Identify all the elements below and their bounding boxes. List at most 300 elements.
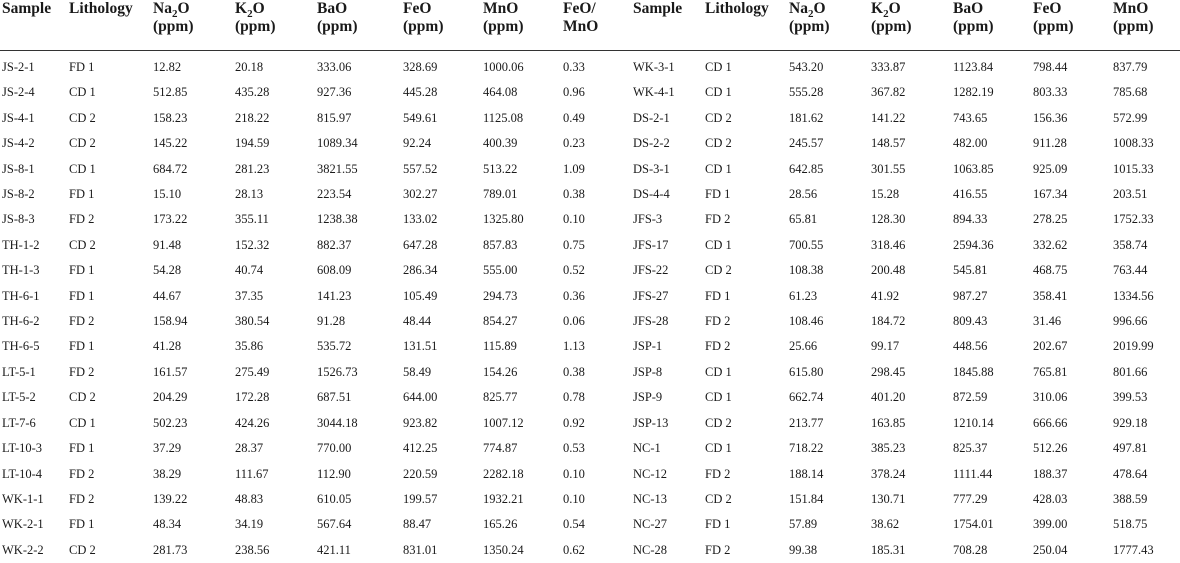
table-cell: 91.48: [151, 233, 233, 258]
table-cell: 1350.24: [481, 538, 561, 563]
column-header: [1111, 0, 1180, 51]
table-cell: CD 1: [703, 80, 787, 105]
table-row: [0, 512, 1180, 537]
table-cell: 380.54: [233, 309, 315, 334]
table-cell: 152.32: [233, 233, 315, 258]
table-cell: 464.08: [481, 80, 561, 105]
table-cell: 148.57: [869, 131, 951, 156]
column-header-line: FeO: [403, 0, 481, 18]
table-cell: NC-12: [631, 462, 703, 487]
table-cell: 202.67: [1031, 334, 1111, 359]
table-cell: JFS-22: [631, 258, 703, 283]
table-cell: 15.10: [151, 182, 233, 207]
table-cell: 163.85: [869, 411, 951, 436]
table-cell: 1526.73: [315, 360, 401, 385]
table-cell: 0.49: [561, 106, 631, 131]
table-cell: 333.06: [315, 51, 401, 81]
table-cell: 99.38: [787, 538, 869, 563]
table-cell: 518.75: [1111, 512, 1180, 537]
table-cell: 1007.12: [481, 411, 561, 436]
table-cell: 99.17: [869, 334, 951, 359]
table-row: [0, 131, 1180, 156]
table-row: [0, 538, 1180, 563]
table-cell: 0.38: [561, 360, 631, 385]
table-row: [0, 51, 1180, 81]
column-header-line: [235, 0, 315, 18]
table-cell: 194.59: [233, 131, 315, 156]
table-cell: 184.72: [869, 309, 951, 334]
table-cell: 785.68: [1111, 80, 1180, 105]
table-cell: JS-8-1: [0, 157, 67, 182]
table-cell: 428.03: [1031, 487, 1111, 512]
column-header-line: FeO: [1033, 0, 1111, 18]
table-row: [0, 309, 1180, 334]
table-cell: 1063.85: [951, 157, 1031, 182]
table-cell: 310.06: [1031, 385, 1111, 410]
table-cell: 298.45: [869, 360, 951, 385]
column-header: [151, 0, 233, 51]
table-cell: FD 2: [703, 207, 787, 232]
table-cell: FD 1: [67, 51, 151, 81]
table-cell: 161.57: [151, 360, 233, 385]
table-row: [0, 334, 1180, 359]
table-cell: 535.72: [315, 334, 401, 359]
table-cell: 872.59: [951, 385, 1031, 410]
table-cell: 0.75: [561, 233, 631, 258]
table-cell: 173.22: [151, 207, 233, 232]
table-cell: 572.99: [1111, 106, 1180, 131]
table-cell: 1008.33: [1111, 131, 1180, 156]
formula-suffix: O: [253, 0, 265, 17]
table-cell: 40.74: [233, 258, 315, 283]
table-cell: 478.64: [1111, 462, 1180, 487]
table-cell: 684.72: [151, 157, 233, 182]
formula-subscript: 2: [808, 8, 814, 20]
table-cell: JFS-28: [631, 309, 703, 334]
table-header-row: [0, 0, 1180, 51]
table-cell: 987.27: [951, 284, 1031, 309]
table-cell: LT-5-2: [0, 385, 67, 410]
table-cell: 700.55: [787, 233, 869, 258]
table-cell: TH-6-5: [0, 334, 67, 359]
table-cell: JSP-9: [631, 385, 703, 410]
column-header-line: Lithology: [69, 0, 151, 18]
table-cell: 128.30: [869, 207, 951, 232]
table-cell: 615.80: [787, 360, 869, 385]
column-header-line: BaO: [953, 0, 1031, 18]
table-cell: CD 1: [67, 157, 151, 182]
table-row: [0, 80, 1180, 105]
column-header-line: Sample: [633, 0, 703, 18]
table-cell: 1334.56: [1111, 284, 1180, 309]
table-cell: 58.49: [401, 360, 481, 385]
table-cell: CD 2: [703, 258, 787, 283]
table-cell: 199.57: [401, 487, 481, 512]
table-cell: 167.34: [1031, 182, 1111, 207]
table-cell: 41.28: [151, 334, 233, 359]
table-row: [0, 106, 1180, 131]
table-cell: 1123.84: [951, 51, 1031, 81]
table-cell: 0.06: [561, 309, 631, 334]
table-cell: 37.35: [233, 284, 315, 309]
table-cell: 798.44: [1031, 51, 1111, 81]
table-cell: 825.37: [951, 436, 1031, 461]
table-cell: 108.38: [787, 258, 869, 283]
table-row: [0, 436, 1180, 461]
table-cell: FD 1: [703, 512, 787, 537]
table-cell: 38.62: [869, 512, 951, 537]
table-cell: 131.51: [401, 334, 481, 359]
table-cell: 911.28: [1031, 131, 1111, 156]
table-cell: FD 2: [67, 360, 151, 385]
column-header-line: BaO: [317, 0, 401, 18]
table-cell: NC-27: [631, 512, 703, 537]
table-cell: 0.10: [561, 487, 631, 512]
table-cell: 333.87: [869, 51, 951, 81]
table-cell: NC-28: [631, 538, 703, 563]
table-cell: 1125.08: [481, 106, 561, 131]
table-cell: 158.94: [151, 309, 233, 334]
table-cell: 358.41: [1031, 284, 1111, 309]
table-cell: JS-2-1: [0, 51, 67, 81]
table-cell: CD 2: [67, 131, 151, 156]
table-cell: 367.82: [869, 80, 951, 105]
table-cell: DS-4-4: [631, 182, 703, 207]
table-cell: 108.46: [787, 309, 869, 334]
table-row: [0, 487, 1180, 512]
column-header-line: (ppm): [871, 18, 951, 36]
table-cell: NC-1: [631, 436, 703, 461]
table-cell: JFS-3: [631, 207, 703, 232]
formula-subscript: 2: [883, 8, 889, 20]
column-header-line: MnO: [483, 0, 561, 18]
table-cell: 770.00: [315, 436, 401, 461]
table-cell: 567.64: [315, 512, 401, 537]
table-cell: 28.56: [787, 182, 869, 207]
table-cell: 34.19: [233, 512, 315, 537]
table-cell: 54.28: [151, 258, 233, 283]
table-cell: 0.36: [561, 284, 631, 309]
table-row: [0, 284, 1180, 309]
table-cell: 35.86: [233, 334, 315, 359]
table-cell: 608.09: [315, 258, 401, 283]
table-cell: LT-7-6: [0, 411, 67, 436]
formula-suffix: O: [177, 0, 189, 17]
table-cell: CD 2: [703, 411, 787, 436]
table-cell: 92.24: [401, 131, 481, 156]
table-cell: 281.23: [233, 157, 315, 182]
table-row: [0, 411, 1180, 436]
table-cell: 549.61: [401, 106, 481, 131]
table-cell: TH-1-2: [0, 233, 67, 258]
table-cell: JFS-27: [631, 284, 703, 309]
table-cell: 1932.21: [481, 487, 561, 512]
table-cell: 610.05: [315, 487, 401, 512]
table-cell: 929.18: [1111, 411, 1180, 436]
column-header: [0, 0, 67, 51]
column-header: [561, 0, 631, 51]
table-cell: WK-4-1: [631, 80, 703, 105]
table-cell: FD 1: [67, 436, 151, 461]
table-cell: 555.28: [787, 80, 869, 105]
table-cell: 765.81: [1031, 360, 1111, 385]
column-header-line: Sample: [2, 0, 67, 18]
table-cell: 245.57: [787, 131, 869, 156]
table-cell: 743.65: [951, 106, 1031, 131]
table-cell: 1325.80: [481, 207, 561, 232]
table-cell: 0.10: [561, 207, 631, 232]
table-cell: FD 1: [703, 182, 787, 207]
table-cell: 1089.34: [315, 131, 401, 156]
table-cell: 399.00: [1031, 512, 1111, 537]
column-header: [869, 0, 951, 51]
column-header: [703, 0, 787, 51]
table-cell: 281.73: [151, 538, 233, 563]
table-cell: CD 2: [67, 106, 151, 131]
table-cell: 925.09: [1031, 157, 1111, 182]
table-cell: 151.84: [787, 487, 869, 512]
table-cell: 882.37: [315, 233, 401, 258]
table-cell: 1282.19: [951, 80, 1031, 105]
column-header: [401, 0, 481, 51]
table-cell: 0.54: [561, 512, 631, 537]
table-cell: 421.11: [315, 538, 401, 563]
table-cell: 927.36: [315, 80, 401, 105]
table-cell: JS-8-2: [0, 182, 67, 207]
table-cell: FD 2: [703, 538, 787, 563]
table-cell: 0.96: [561, 80, 631, 105]
table-cell: 133.02: [401, 207, 481, 232]
table-cell: FD 2: [67, 309, 151, 334]
table-cell: 158.23: [151, 106, 233, 131]
table-cell: 555.00: [481, 258, 561, 283]
table-cell: 188.14: [787, 462, 869, 487]
table-cell: 139.22: [151, 487, 233, 512]
table-cell: CD 2: [703, 106, 787, 131]
column-header-line: (ppm): [789, 18, 869, 36]
table-cell: 666.66: [1031, 411, 1111, 436]
formula-suffix: O: [813, 0, 825, 17]
table-cell: FD 2: [67, 487, 151, 512]
column-header-line: (ppm): [1033, 18, 1111, 36]
table-cell: 294.73: [481, 284, 561, 309]
table-cell: 831.01: [401, 538, 481, 563]
table-cell: 774.87: [481, 436, 561, 461]
table-cell: 12.82: [151, 51, 233, 81]
table-cell: FD 2: [67, 207, 151, 232]
formula-base: Na: [789, 0, 808, 17]
column-header-line: Lithology: [705, 0, 787, 18]
table-cell: 996.66: [1111, 309, 1180, 334]
table-cell: LT-10-4: [0, 462, 67, 487]
table-cell: 65.81: [787, 207, 869, 232]
table-cell: 141.22: [869, 106, 951, 131]
column-header-line: FeO/: [563, 0, 631, 18]
table-cell: 545.81: [951, 258, 1031, 283]
table-cell: 687.51: [315, 385, 401, 410]
table-cell: 763.44: [1111, 258, 1180, 283]
table-cell: 41.92: [869, 284, 951, 309]
table-cell: FD 1: [67, 284, 151, 309]
table-cell: 468.75: [1031, 258, 1111, 283]
table-row: [0, 233, 1180, 258]
table-cell: WK-1-1: [0, 487, 67, 512]
table-cell: 48.44: [401, 309, 481, 334]
table-cell: 1111.44: [951, 462, 1031, 487]
table-cell: CD 1: [67, 80, 151, 105]
table-cell: 165.26: [481, 512, 561, 537]
table-cell: 88.47: [401, 512, 481, 537]
table-cell: 0.33: [561, 51, 631, 81]
table-cell: 388.59: [1111, 487, 1180, 512]
table-cell: 400.39: [481, 131, 561, 156]
table-cell: JS-4-1: [0, 106, 67, 131]
table-cell: 0.52: [561, 258, 631, 283]
table-cell: 448.56: [951, 334, 1031, 359]
table-cell: 2282.18: [481, 462, 561, 487]
table-cell: 111.67: [233, 462, 315, 487]
table-cell: 2594.36: [951, 233, 1031, 258]
table-cell: CD 1: [67, 411, 151, 436]
table-cell: 218.22: [233, 106, 315, 131]
table-cell: 154.26: [481, 360, 561, 385]
table-cell: 20.18: [233, 51, 315, 81]
table-cell: 1752.33: [1111, 207, 1180, 232]
table-cell: 358.74: [1111, 233, 1180, 258]
table-cell: 44.67: [151, 284, 233, 309]
table-cell: FD 2: [703, 309, 787, 334]
table-cell: 378.24: [869, 462, 951, 487]
table-cell: 3044.18: [315, 411, 401, 436]
table-cell: CD 1: [703, 436, 787, 461]
table-cell: LT-5-1: [0, 360, 67, 385]
table-row: [0, 462, 1180, 487]
column-header-line: [789, 0, 869, 18]
table-cell: FD 2: [703, 334, 787, 359]
table-cell: 857.83: [481, 233, 561, 258]
table-row: [0, 258, 1180, 283]
table-cell: 512.85: [151, 80, 233, 105]
table-cell: JFS-17: [631, 233, 703, 258]
table-cell: FD 2: [703, 462, 787, 487]
table-cell: 91.28: [315, 309, 401, 334]
table-cell: 435.28: [233, 80, 315, 105]
column-header-line: (ppm): [483, 18, 561, 36]
table-cell: 642.85: [787, 157, 869, 182]
table-cell: 28.13: [233, 182, 315, 207]
table-cell: 1238.38: [315, 207, 401, 232]
table-cell: 61.23: [787, 284, 869, 309]
table-cell: 401.20: [869, 385, 951, 410]
table-cell: 188.37: [1031, 462, 1111, 487]
table-cell: 854.27: [481, 309, 561, 334]
table-cell: 0.62: [561, 538, 631, 563]
table-cell: 777.29: [951, 487, 1031, 512]
table-row: [0, 182, 1180, 207]
table-cell: 1777.43: [1111, 538, 1180, 563]
table-cell: WK-2-2: [0, 538, 67, 563]
table-cell: 424.26: [233, 411, 315, 436]
table-cell: 278.25: [1031, 207, 1111, 232]
table-cell: 662.74: [787, 385, 869, 410]
column-header-line: MnO: [1113, 0, 1180, 18]
table-cell: JSP-13: [631, 411, 703, 436]
table-cell: 809.43: [951, 309, 1031, 334]
table-cell: 1000.06: [481, 51, 561, 81]
table-cell: 37.29: [151, 436, 233, 461]
table-cell: 497.81: [1111, 436, 1180, 461]
table-cell: 302.27: [401, 182, 481, 207]
column-header: [631, 0, 703, 51]
column-header-line: [871, 0, 951, 18]
table-cell: 204.29: [151, 385, 233, 410]
formula-base: K: [235, 0, 247, 17]
table-cell: 482.00: [951, 131, 1031, 156]
table-cell: 213.77: [787, 411, 869, 436]
table-cell: 38.29: [151, 462, 233, 487]
table-cell: 130.71: [869, 487, 951, 512]
table-cell: FD 2: [67, 462, 151, 487]
table-cell: JSP-8: [631, 360, 703, 385]
table-cell: 145.22: [151, 131, 233, 156]
table-cell: 1845.88: [951, 360, 1031, 385]
formula-base: Na: [153, 0, 172, 17]
table-cell: 708.28: [951, 538, 1031, 563]
table-cell: 0.23: [561, 131, 631, 156]
table-cell: 328.69: [401, 51, 481, 81]
table-cell: 0.92: [561, 411, 631, 436]
table-cell: 789.01: [481, 182, 561, 207]
formula-suffix: O: [889, 0, 901, 17]
table-cell: CD 2: [703, 487, 787, 512]
table-cell: 543.20: [787, 51, 869, 81]
column-header-line: MnO: [563, 18, 631, 36]
table-cell: FD 1: [67, 258, 151, 283]
column-header-line: (ppm): [235, 18, 315, 36]
table-cell: FD 1: [67, 182, 151, 207]
table-cell: 318.46: [869, 233, 951, 258]
column-header: [315, 0, 401, 51]
table-cell: 31.46: [1031, 309, 1111, 334]
table-cell: 250.04: [1031, 538, 1111, 563]
table-cell: TH-6-2: [0, 309, 67, 334]
table-cell: CD 2: [67, 385, 151, 410]
table-cell: 3821.55: [315, 157, 401, 182]
column-header: [1031, 0, 1111, 51]
table-cell: 220.59: [401, 462, 481, 487]
table-cell: 172.28: [233, 385, 315, 410]
column-header-line: (ppm): [1113, 18, 1180, 36]
table-cell: CD 2: [703, 131, 787, 156]
table-cell: 223.54: [315, 182, 401, 207]
table-cell: 385.23: [869, 436, 951, 461]
formula-subscript: 2: [247, 8, 253, 20]
table-cell: 0.78: [561, 385, 631, 410]
table-row: [0, 360, 1180, 385]
table-cell: 1.09: [561, 157, 631, 182]
table-cell: 115.89: [481, 334, 561, 359]
table-cell: WK-3-1: [631, 51, 703, 81]
column-header-line: (ppm): [317, 18, 401, 36]
table-cell: 502.23: [151, 411, 233, 436]
table-cell: FD 1: [703, 284, 787, 309]
table-cell: 512.26: [1031, 436, 1111, 461]
table-cell: 48.34: [151, 512, 233, 537]
table-cell: 718.22: [787, 436, 869, 461]
formula-base: K: [871, 0, 883, 17]
table-body: [0, 51, 1180, 563]
table-cell: 837.79: [1111, 51, 1180, 81]
